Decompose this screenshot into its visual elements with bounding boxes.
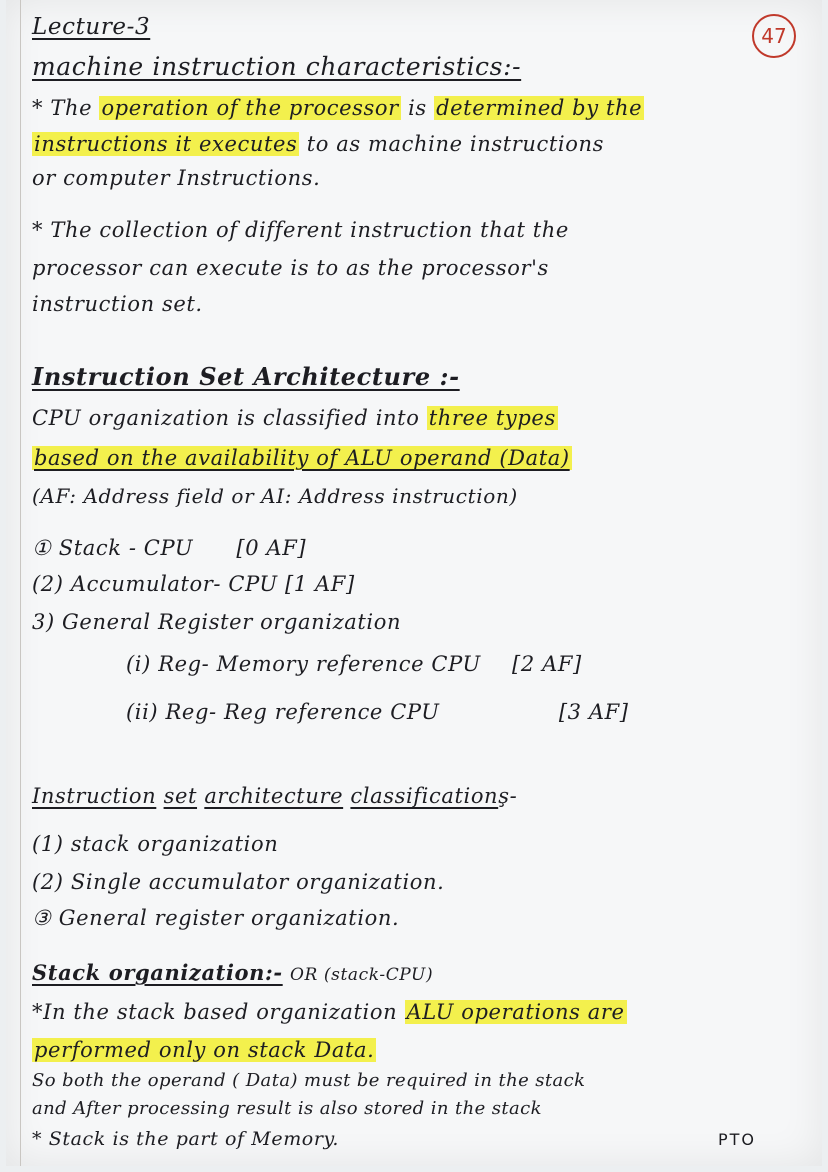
pto-label: PTO — [718, 1130, 757, 1149]
list-text: Reg- Memory reference CPU — [158, 652, 481, 676]
text: The collection of different instruction that the — [50, 218, 569, 242]
margin-line — [20, 0, 21, 1166]
stack-line1 — [32, 1000, 627, 1024]
list-text: Single accumulator organization. — [70, 870, 445, 894]
isa-line2 — [32, 446, 572, 470]
text: Instruction — [32, 784, 157, 808]
list-tag: [0 AF] — [236, 536, 307, 560]
list-tag: [2 AF] — [512, 652, 582, 676]
heading-isa: Instruction Set Architecture :- — [32, 362, 460, 391]
highlight: ALU operations are — [406, 1000, 625, 1024]
heading-classification — [32, 784, 517, 808]
page-number: 47 — [752, 14, 796, 58]
notebook-page — [6, 0, 822, 1166]
para1-line1 — [32, 96, 644, 120]
list-tag: [3 AF] — [558, 700, 629, 724]
list-text: General Register organization — [62, 610, 402, 634]
text: The — [50, 96, 93, 120]
text: Stack organization:- — [32, 960, 283, 985]
cpu-subtype-1 — [126, 652, 582, 676]
list-number: ① — [32, 536, 52, 560]
list-number: (2) — [32, 572, 64, 596]
highlight: operation of the processor — [101, 96, 399, 120]
para2-line3: instruction set. — [32, 292, 203, 316]
heading-stack — [32, 960, 433, 985]
highlight: performed only on stack Data. — [34, 1038, 375, 1062]
heading-machine-instruction: machine instruction characteristics:- — [32, 52, 522, 81]
isa-line3: (AF: Address field or AI: Address instruction) — [32, 484, 518, 508]
isa-line1 — [32, 406, 558, 430]
para1-line3: or computer Instructions. — [32, 166, 321, 190]
list-text: General register organization. — [58, 906, 400, 930]
stack-line4: and After processing result is also stored in the stack — [32, 1098, 542, 1119]
para1-line2 — [32, 132, 604, 156]
text: OR (stack-CPU) — [289, 965, 434, 985]
classification-item-3 — [32, 906, 399, 930]
para2-line2: processor can execute is to as the processor's — [32, 256, 549, 280]
bullet: * — [32, 218, 44, 242]
cpu-subtype-2 — [126, 700, 629, 724]
cpu-type-2 — [32, 572, 355, 596]
list-number: (1) — [32, 832, 64, 856]
text: set — [163, 784, 198, 808]
highlight: instructions it executes — [34, 132, 298, 156]
classification-item-2 — [32, 870, 444, 894]
list-number: (2) — [32, 870, 64, 894]
stack-line3: So both the operand ( Data) must be required in the stack — [32, 1070, 586, 1091]
text: ş- — [498, 784, 518, 808]
stack-line5: * Stack is the part of Memory. — [32, 1128, 339, 1150]
list-number: ③ — [32, 906, 52, 930]
para2-line1 — [32, 218, 569, 242]
list-text: Accumulator- CPU — [70, 572, 278, 596]
text: architecture — [204, 784, 344, 808]
list-number: (ii) — [126, 700, 159, 724]
list-number: (i) — [126, 652, 151, 676]
text: CPU organization is classified into — [32, 406, 420, 430]
cpu-type-3 — [32, 610, 401, 634]
text: classification — [350, 784, 499, 808]
bullet: * — [32, 96, 44, 120]
list-text: stack organization — [70, 832, 279, 856]
list-number: 3) — [32, 610, 55, 634]
lecture-title: Lecture-3 — [32, 14, 151, 40]
text: to as machine instructions — [306, 132, 604, 156]
highlight: three types — [428, 406, 556, 430]
text: *In the stack based organization — [32, 1000, 398, 1024]
text: is — [408, 96, 427, 120]
classification-item-1 — [32, 832, 278, 856]
list-tag: [1 AF] — [285, 572, 355, 596]
highlight: determined by the — [436, 96, 643, 120]
cpu-type-1 — [32, 536, 306, 560]
stack-line2 — [32, 1038, 376, 1062]
highlight: based on the availability of ALU operand (Data) — [34, 446, 570, 470]
list-text: Stack - CPU — [58, 536, 194, 560]
list-text: Reg- Reg reference CPU — [165, 700, 440, 724]
